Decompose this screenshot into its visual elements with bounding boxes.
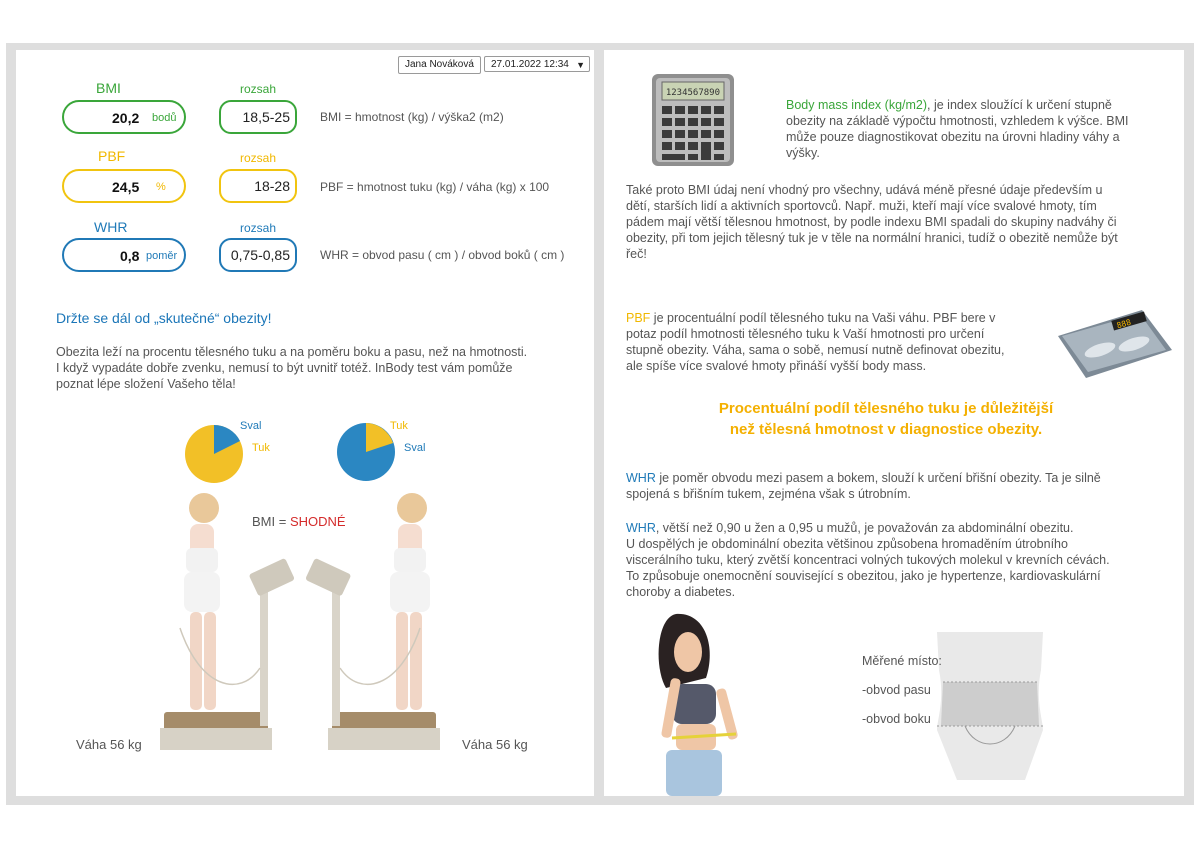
weight-right: Váha 56 kg xyxy=(462,737,528,752)
bmi-value: 20,2 xyxy=(112,110,140,126)
left-paragraph-line: poznat lépe složení Vašeho těla! xyxy=(56,377,236,391)
woman-measuring-waist-illustration xyxy=(636,608,766,796)
bmi-paragraph-line: obezity, při tom jejich tělesný tuk je v těle na normální hranici, tudíž o obezitě nemůže být xyxy=(626,231,1118,245)
whr-definition-line: spojená s břišním tukem, zejména však s útrobním. xyxy=(626,487,911,501)
whr-formula: WHR = obvod pasu ( cm ) / obvod boků ( cm ) xyxy=(320,248,565,262)
whr-definition xyxy=(626,470,1186,502)
pbf-term: PBF xyxy=(626,311,651,325)
left-paragraph-line: Obezita leží na procentu tělesného tuku a na poměru boku a pasu, než na hmotnosti. xyxy=(56,345,528,359)
left-paragraph-line: I když vypadáte dobře zvenku, nemusí to být uvnitř totéž. InBody test vám pomůže xyxy=(56,361,513,375)
measure-title: Měřené místo: xyxy=(862,654,942,668)
bmi-range-pill: 18,5-25 xyxy=(219,100,297,134)
bmi-definition xyxy=(786,97,1156,161)
pbf-definition-line: ale spíše více svalové hmoty přináší vyšší body mass. xyxy=(626,359,927,373)
whr-term: WHR xyxy=(626,471,656,485)
whr-paragraph-line: viscerálního tuku, který zvětší koncentraci volných tukových molekul v krevních cévách. xyxy=(626,553,1110,567)
scale-display: 888 xyxy=(1115,317,1133,331)
whr-range-pill: 0,75-0,85 xyxy=(219,238,297,272)
pbf-value: 24,5 xyxy=(112,179,140,195)
bmi-definition-line: , je index sloužící k určení stupně xyxy=(927,98,1112,112)
whr-label: WHR xyxy=(94,219,128,235)
bmi-label: BMI xyxy=(96,80,121,96)
bmi-paragraph-line: dětí, starších lidí a aktivních sportovců. Např. muži, kteří mají více svalové hmoty, tím xyxy=(626,199,1097,213)
whr-paragraph-line: choroby a diabetes. xyxy=(626,585,736,599)
pbf-value-pill xyxy=(62,169,186,203)
pie1-label-muscle: Sval xyxy=(240,420,262,432)
bmi-definition-line: může pouze diagnostikovat obezitu na úrovni hladiny váhy a xyxy=(786,130,1120,144)
left-heading: Držte se dál od „skutečné“ obezity! xyxy=(56,310,272,326)
whr-paragraph-line: To způsobuje onemocnění související s obezitou, jako je hypertenze, kardiovaskulární xyxy=(626,569,1101,583)
pie2-label-fat: Tuk xyxy=(390,420,408,432)
whr-paragraph-line: , větší než 0,90 u žen a 0,95 u mužů, je považován za abdominální obezitu. xyxy=(655,521,1074,535)
measure-waist-label: -obvod pasu xyxy=(862,683,931,697)
weight-left: Váha 56 kg xyxy=(76,737,142,752)
bmi-definition-line: obezity na základě výpočtu hmotnosti, vzhledem k výšce. BMI xyxy=(786,114,1129,128)
bmi-unit: bodů xyxy=(152,112,177,124)
whr-term-2: WHR xyxy=(626,521,656,535)
bathroom-scale-icon xyxy=(1054,306,1174,382)
whr-range-label: rozsah xyxy=(240,221,277,235)
whr-value: 0,8 xyxy=(120,248,140,264)
pbf-definition-line: potaz podíl hmotnosti tělesného tuku k Vaší hmotnosti pro určení xyxy=(626,327,985,341)
bmi-paragraph-line: pádem mají větší tělesnou hmotnost, by podle indexu BMI spadali do skupiny nadváhy či xyxy=(626,215,1117,229)
patient-name-field[interactable]: Jana Nováková xyxy=(398,56,481,74)
whr-unit: poměr xyxy=(146,250,178,262)
pie-chart-1 xyxy=(184,424,244,484)
date-select[interactable] xyxy=(484,56,590,72)
measure-hip-label: -obvod boku xyxy=(862,712,931,726)
pie2-label-muscle: Sval xyxy=(404,442,426,454)
bmi-definition-line: výšky. xyxy=(786,146,820,160)
pbf-range-label: rozsah xyxy=(240,151,277,165)
bmi-formula: BMI = hmotnost (kg) / výška2 (m2) xyxy=(320,110,504,124)
pbf-formula: PBF = hmotnost tuku (kg) / váha (kg) x 100 xyxy=(320,180,550,194)
bmi-value-pill xyxy=(62,100,186,134)
calculator-display: 1234567890 xyxy=(665,88,720,98)
pie1-label-fat: Tuk xyxy=(252,442,270,454)
date-value: 27.01.2022 12:34 xyxy=(491,59,569,70)
pbf-definition xyxy=(626,310,1054,374)
highlight-line: Procentuální podíl tělesného tuku je důležitější xyxy=(718,400,1054,417)
pbf-definition-line: stupně obezity. Váha, sama o sobě, nemusí nutně definovat obezitu, xyxy=(626,343,1005,357)
woman-on-scale-left-illustration xyxy=(150,488,300,758)
whr-definition-line: je poměr obvodu mezi pasem a bokem, slouží k určení břišní obezity. Ta je silně xyxy=(655,471,1101,485)
bmi-equal-value: SHODNÉ xyxy=(289,514,346,529)
woman-on-scale-right-illustration xyxy=(300,488,450,758)
chevron-down-icon[interactable]: ▼ xyxy=(576,60,585,70)
bmi-paragraph-line: Také proto BMI údaj není vhodný pro všechny, udává méně přesné údaje především u xyxy=(626,183,1103,197)
whr-paragraph-2 xyxy=(626,520,1186,600)
highlight-line: než tělesná hmotnost v diagnostice obezity. xyxy=(729,421,1043,438)
bmi-term: Body mass index (kg/m2) xyxy=(786,98,928,112)
whr-paragraph-line: U dospělých je obdominální obezita většinou způsobena hromaděním útrobního xyxy=(626,537,1068,551)
waist-hip-diagram xyxy=(935,630,1045,782)
pbf-unit: % xyxy=(156,181,166,193)
pie-chart-2 xyxy=(336,422,396,482)
whr-value-pill xyxy=(62,238,186,272)
highlight-statement xyxy=(616,398,1156,440)
calculator-icon xyxy=(650,72,736,168)
pbf-label: PBF xyxy=(98,148,126,164)
bmi-paragraph-line: řeč! xyxy=(626,247,647,261)
bmi-paragraph-2 xyxy=(626,182,1186,262)
bmi-range-label: rozsah xyxy=(240,82,277,96)
pbf-range-pill: 18-28 xyxy=(219,169,297,203)
bmi-equal-prefix: BMI = xyxy=(252,514,290,529)
left-paragraph xyxy=(56,344,586,392)
pbf-definition-line: je procentuální podíl tělesného tuku na Vaši váhu. PBF bere v xyxy=(650,311,996,325)
